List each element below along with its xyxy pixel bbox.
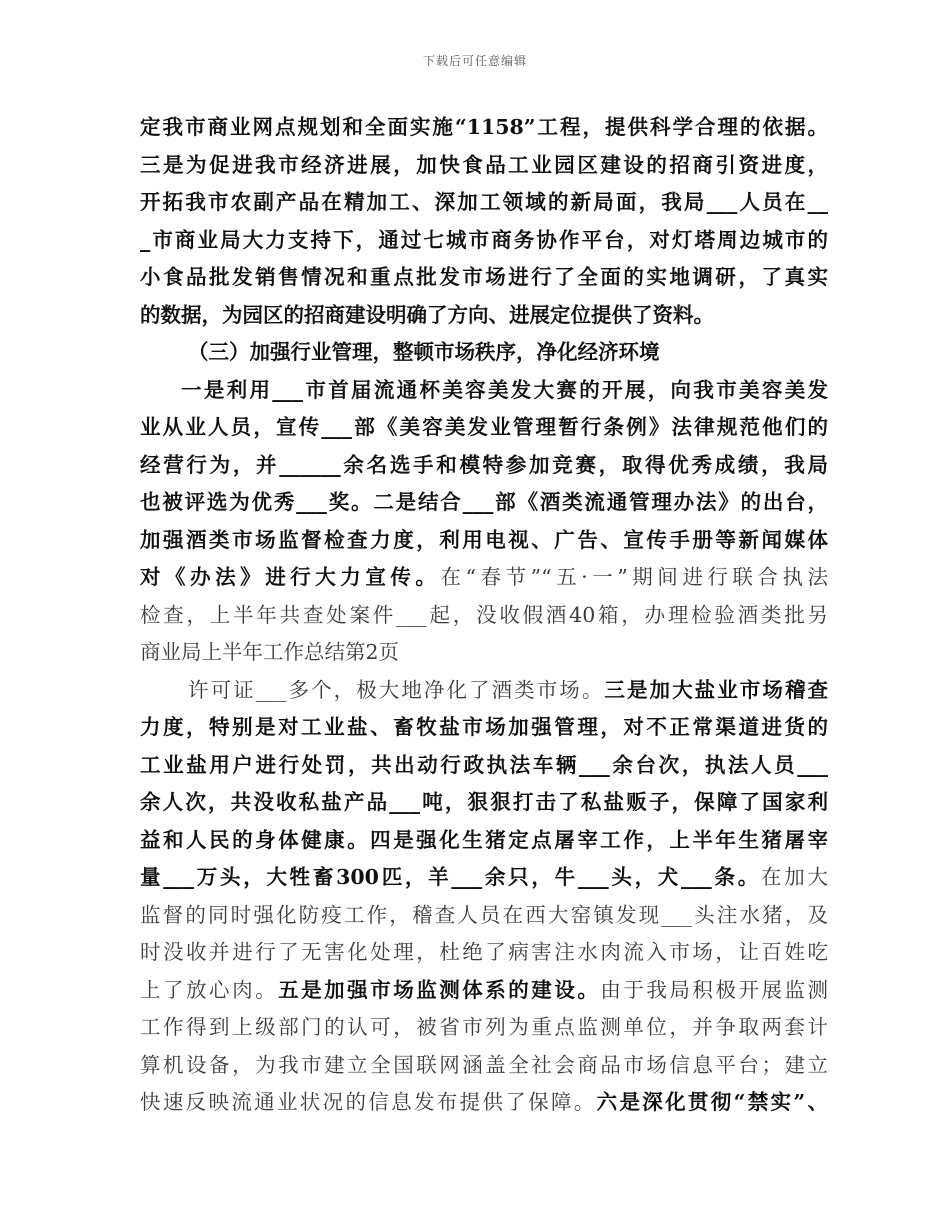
section-heading bbox=[140, 334, 828, 372]
text-line bbox=[140, 484, 828, 522]
text-run: 加强酒类市场监督检查力度，利用电视、广告、宣传手册等新闻媒体 bbox=[140, 527, 828, 552]
text-run: 经营行为，并______余名选手和模特参加竞赛，取得优秀成绩，我局 bbox=[140, 452, 828, 477]
text-run: 检查，上半年共查处案件___起，没收假酒40箱，办理检验酒类批另 bbox=[140, 602, 828, 627]
text-line bbox=[140, 447, 828, 485]
text-line bbox=[140, 709, 828, 747]
text-line bbox=[140, 934, 828, 972]
text-run: 许可证___多个，极大地净化了酒类市场。 bbox=[188, 677, 605, 702]
text-line bbox=[140, 1047, 828, 1085]
text-run: 业从业人员，宣传___部《美容美发业管理暂行条例》法律规范他们的 bbox=[140, 415, 828, 439]
text-run: 时没收并进行了无害化处理，杜绝了病害注水肉流入市场，让百姓吃 bbox=[140, 940, 828, 964]
text-run: 小食品批发销售情况和重点批发市场进行了全面的实地调研，了真实 bbox=[140, 265, 828, 289]
text-line bbox=[140, 822, 828, 860]
text-line bbox=[140, 597, 828, 635]
text-line bbox=[140, 784, 828, 822]
text-line bbox=[140, 859, 828, 897]
text-run: 监督的同时强化防疫工作，稽查人员在西大窑镇发现___头注水猪，及 bbox=[140, 902, 828, 927]
text-line bbox=[140, 147, 828, 185]
text-run: 由于我局积极开展监测 bbox=[600, 977, 829, 1002]
text-run: 益和人民的身体健康。四是强化生猪定点屠宰工作，上半年生猪屠宰 bbox=[140, 827, 828, 852]
text-line bbox=[140, 297, 828, 335]
document-body bbox=[140, 109, 828, 1122]
text-run: 工业盐用户进行处罚，共出动行政执法车辆___余台次，执法人员___ bbox=[140, 752, 828, 777]
text-run: 力度，特别是对工业盐、畜牧盐市场加强管理，对不正常渠道进货的 bbox=[140, 715, 828, 739]
text-line bbox=[140, 522, 828, 560]
text-run: 工作得到上级部门的认可，被省市列为重点监测单位，并争取两套计 bbox=[140, 1015, 828, 1039]
text-run: 五是加强市场监测体系的建设。 bbox=[278, 977, 601, 1002]
text-line bbox=[140, 372, 828, 410]
text-line bbox=[140, 409, 828, 447]
page-footer-label bbox=[140, 634, 828, 672]
text-run: 三是为促进我市经济进展，加快食品工业园区建设的招商引资进度， bbox=[140, 152, 828, 177]
text-run: 三是加大盐业市场稽查 bbox=[604, 677, 829, 702]
text-run: 在加大 bbox=[761, 865, 829, 889]
text-line bbox=[140, 222, 828, 260]
text-run: 定我市商业网点规划和全面实施“1158”工程，提供科学合理的依据。 bbox=[140, 115, 828, 139]
text-run: 也被评选为优秀___奖。二是结合___部《酒类流通管理办法》的出台， bbox=[140, 490, 828, 514]
text-line bbox=[140, 109, 828, 147]
text-run: 在“春节”“五·一”期间进行联合执法 bbox=[440, 565, 829, 589]
text-line bbox=[140, 747, 828, 785]
text-line bbox=[140, 897, 828, 935]
text-line bbox=[140, 559, 828, 597]
text-run: 量___万头，大牲畜300匹，羊___余只，牛___头，犬___条。 bbox=[140, 865, 762, 889]
text-run: 商业局上半年工作总结第2页 bbox=[140, 640, 400, 664]
text-run: _市商业局大力支持下，通过七城市商务协作平台，对灯塔周边城市的 bbox=[140, 227, 828, 252]
text-line bbox=[140, 259, 828, 297]
text-line bbox=[140, 1084, 828, 1122]
text-run: 上了放心肉。 bbox=[140, 977, 279, 1002]
text-line bbox=[140, 672, 828, 710]
text-run: 快速反映流通业状况的信息发布提供了保障。 bbox=[140, 1090, 597, 1114]
text-run: 一是利用___市首届流通杯美容美发大赛的开展，向我市美容美发 bbox=[181, 377, 828, 402]
text-run: 算机设备，为我市建立全国联网涵盖全社会商品市场信息平台；建立 bbox=[140, 1052, 828, 1077]
text-run: 余人次，共没收私盐产品___吨，狠狠打击了私盐贩子，保障了国家利 bbox=[140, 790, 828, 814]
text-run: 开拓我市农副产品在精加工、深加工领域的新局面，我局___人员在__ bbox=[140, 190, 828, 214]
text-line bbox=[140, 1009, 828, 1047]
text-line bbox=[140, 972, 828, 1010]
text-run: 六是深化贯彻“禁实”、 bbox=[596, 1090, 828, 1114]
text-line bbox=[140, 184, 828, 222]
text-run: 的数据，为园区的招商建设明确了方向、进展定位提供了资料。 bbox=[140, 302, 714, 327]
text-run: （三）加强行业管理，整顿市场秩序，净化经济环境 bbox=[188, 340, 660, 364]
page-header: 下载后可任意编辑 bbox=[422, 54, 527, 68]
text-run: 对《办法》进行大力宣传。 bbox=[140, 565, 441, 589]
